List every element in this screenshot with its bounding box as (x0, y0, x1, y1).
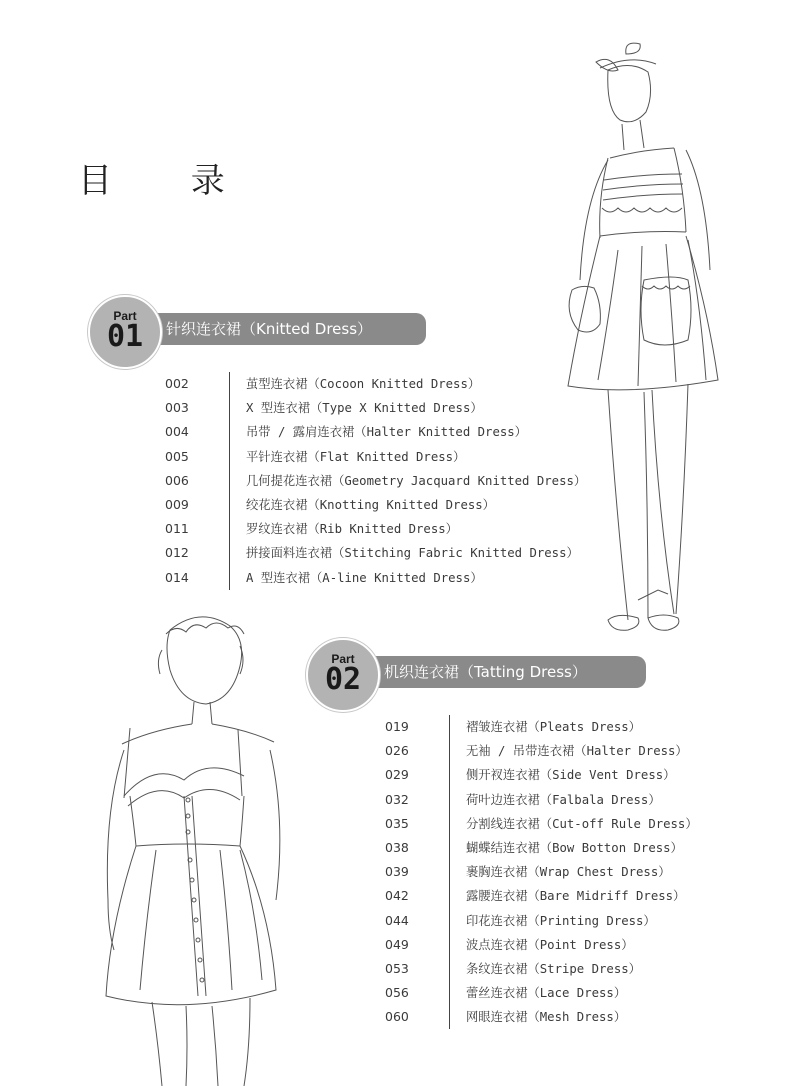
toc-page-number: 056 (385, 981, 450, 1005)
toc-entry[interactable] (385, 763, 698, 787)
part-01-badge (88, 295, 162, 369)
toc-entry-title: 荷叶边连衣裙（Falbala Dress） (466, 792, 661, 807)
toc-entry-title: 条纹连衣裙（Stripe Dress） (466, 961, 641, 976)
toc-entry[interactable] (165, 469, 586, 493)
toc-page-number: 039 (385, 860, 450, 884)
toc-page-number: 011 (165, 517, 230, 541)
toc-page-number: 042 (385, 884, 450, 908)
toc-page-number: 003 (165, 396, 230, 420)
toc-entry-title: 裹胸连衣裙（Wrap Chest Dress） (466, 865, 671, 880)
toc-entry-title: 茧型连衣裙（Cocoon Knitted Dress） (246, 377, 481, 391)
toc-entry-title: A 型连衣裙（A-line Knitted Dress） (246, 570, 483, 585)
part-number: 01 (106, 319, 144, 354)
page-title: 目 录 (78, 160, 259, 201)
toc-entry[interactable] (385, 933, 698, 957)
toc-entry-title: 网眼连衣裙（Mesh Dress） (466, 1010, 627, 1025)
toc-page-number: 009 (165, 493, 230, 517)
toc-entry-title: 侧开衩连衣裙（Side Vent Dress） (466, 768, 676, 783)
toc-page-number: 004 (165, 420, 230, 444)
toc-entry[interactable] (165, 445, 586, 469)
toc-entry-title: 吊带 / 露肩连衣裙（Halter Knitted Dress） (246, 425, 527, 440)
toc-entry[interactable] (385, 957, 698, 981)
toc-page-number: 026 (385, 739, 450, 763)
part-word: Part (331, 652, 355, 666)
toc-entry[interactable] (165, 372, 586, 396)
toc-entry[interactable] (385, 836, 698, 860)
toc-entry[interactable] (165, 493, 586, 517)
toc-page-number: 053 (385, 957, 450, 981)
toc-entry[interactable] (385, 739, 698, 763)
toc-page-number: 035 (385, 812, 450, 836)
toc-list-part-02 (385, 715, 698, 1029)
toc-page-number: 060 (385, 1005, 450, 1029)
toc-entry-title: 蝴蝶结连衣裙（Bow Botton Dress） (466, 840, 683, 855)
toc-page-number: 032 (385, 788, 450, 812)
toc-entry[interactable] (165, 517, 586, 541)
fashion-illustration-bottom (100, 610, 290, 1086)
toc-entry-title: 分割线连衣裙（Cut-off Rule Dress） (466, 816, 698, 831)
part-01-heading: 针织连衣裙（Knitted Dress） (138, 313, 426, 345)
toc-page-number: 044 (385, 909, 450, 933)
toc-page-number: 014 (165, 566, 230, 590)
toc-page-number: 002 (165, 372, 230, 396)
toc-entry[interactable] (385, 788, 698, 812)
toc-entry-title: 无袖 / 吊带连衣裙（Halter Dress） (466, 744, 688, 759)
toc-page-number: 049 (385, 933, 450, 957)
toc-entry[interactable] (385, 812, 698, 836)
toc-entry[interactable] (385, 884, 698, 908)
part-number: 02 (324, 662, 362, 697)
toc-entry[interactable] (385, 909, 698, 933)
toc-entry-title: 绞花连衣裙（Knotting Knitted Dress） (246, 497, 495, 512)
part-word: Part (113, 309, 137, 323)
toc-page-number: 005 (165, 445, 230, 469)
toc-entry[interactable] (385, 981, 698, 1005)
toc-entry-title: 波点连衣裙（Point Dress） (466, 937, 634, 952)
toc-entry[interactable] (165, 566, 586, 590)
toc-entry-title: 褶皱连衣裙（Pleats Dress） (466, 720, 641, 734)
part-02-badge (306, 638, 380, 712)
toc-list-part-01 (165, 372, 586, 590)
toc-entry[interactable] (385, 1005, 698, 1029)
toc-entry-title: 蕾丝连衣裙（Lace Dress） (466, 986, 627, 1001)
toc-entry[interactable] (165, 541, 586, 565)
toc-entry-title: 印花连衣裙（Printing Dress） (466, 913, 656, 928)
toc-page-number: 019 (385, 715, 450, 739)
toc-entry[interactable] (165, 420, 586, 444)
toc-page-number: 012 (165, 541, 230, 565)
toc-entry-title: 露腰连衣裙（Bare Midriff Dress） (466, 889, 686, 904)
toc-entry-title: X 型连衣裙（Type X Knitted Dress） (246, 401, 483, 416)
toc-entry-title: 拼接面料连衣裙（Stitching Fabric Knitted Dress） (246, 546, 579, 561)
toc-entry[interactable] (385, 715, 698, 739)
toc-entry[interactable] (165, 396, 586, 420)
toc-page-number: 038 (385, 836, 450, 860)
part-02-heading: 机织连衣裙（Tatting Dress） (356, 656, 646, 688)
toc-page-number: 029 (385, 763, 450, 787)
toc-entry-title: 罗纹连衣裙（Rib Knitted Dress） (246, 522, 458, 537)
toc-entry-title: 几何提花连衣裙（Geometry Jacquard Knitted Dress） (246, 473, 587, 488)
toc-page-number: 006 (165, 469, 230, 493)
toc-entry[interactable] (385, 860, 698, 884)
toc-entry-title: 平针连衣裙（Flat Knitted Dress） (246, 449, 466, 464)
